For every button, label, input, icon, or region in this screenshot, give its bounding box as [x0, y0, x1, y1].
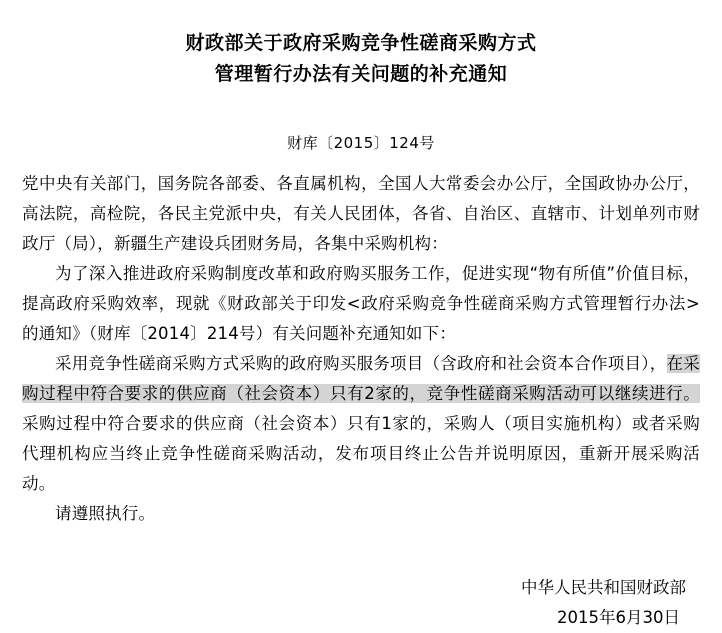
paragraph-closing	[22, 499, 700, 529]
title-line-1: 财政部关于政府采购竞争性磋商采购方式	[185, 32, 537, 54]
signature-issuer: 中华人民共和国财政部	[521, 578, 686, 597]
document-number: 财库〔2015〕124号	[287, 134, 435, 152]
signature-date: 2015年6月30日	[557, 608, 680, 627]
paragraph-background	[22, 259, 700, 349]
paragraph-main-clause	[22, 349, 700, 499]
text-segment: 采用竞争性磋商采购方式采购的政府购买服务项目（含政府和社会资本合作项目），	[55, 354, 667, 373]
document-title	[22, 28, 700, 90]
highlighted-text-segment: 在采购过程中符合要求的供应商（社会资本）只有2家的，竞争性磋商采购活动可以继续进行。	[22, 354, 700, 403]
text-segment: 采购过程中符合要求的供应商（社会资本）只有1家的，采购人（项目实施机构）或者采购代理机构应当终止竞争性磋商采购活动，发布项目终止公告并说明原因，重新开展采购活动。	[22, 414, 700, 493]
text-segment: 党中央有关部门，国务院各部委、各直属机构，全国人大常委会办公厅，全国政协办公厅，高法院，高检院，各民主党派中央，有关人民团体，各省、自治区、直辖市、计划单列市财政厅（局），新疆生产建设兵团财务局，各集中采购机构：	[22, 174, 700, 253]
text-segment: 请遵照执行。	[55, 504, 156, 523]
document-signature-block	[22, 573, 700, 633]
text-segment: 为了深入推进政府采购制度改革和政府购买服务工作，促进实现“物有所值”价值目标，提高政府采购效率，现就《财政部关于印发<政府采购竞争性磋商采购方式管理暂行办法>的通知》（财库〔2014〕214号）有关问题补充通知如下：	[22, 264, 700, 343]
document-body	[22, 169, 700, 529]
paragraph-recipients	[22, 169, 700, 259]
title-line-2: 管理暂行办法有关问题的补充通知	[214, 63, 508, 85]
